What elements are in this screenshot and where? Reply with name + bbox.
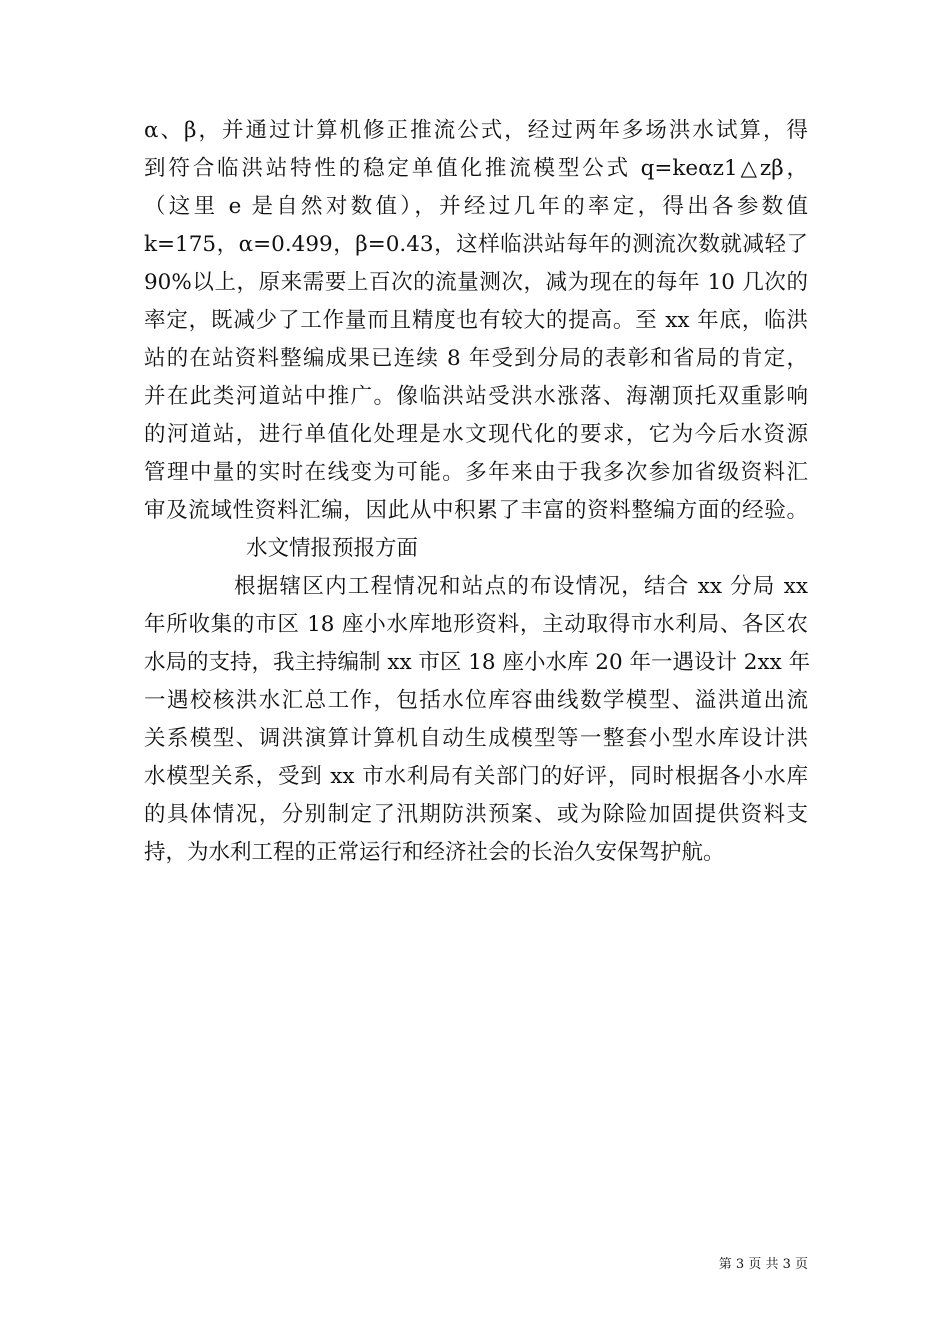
text-line: 的河道站，进行单值化处理是水文现代化的要求，它为今后水资源 (144, 422, 808, 447)
text-line: 90%以上，原来需要上百次的流量测次，减为现在的每年 10 几次的 (144, 270, 808, 295)
text-line: 并在此类河道站中推广。像临洪站受洪水涨落、海潮顶托双重影响 (144, 384, 808, 409)
text-line: 年所收集的市区 18 座小水库地形资料，主动取得市水利局、各区农 (144, 612, 808, 637)
text-line: 到符合临洪站特性的稳定单值化推流模型公式 q=keαz1△zβ， (144, 156, 808, 181)
text-line: 率定，既减少了工作量而且精度也有较大的提高。至 xx 年底，临洪 (144, 308, 808, 333)
text-line: 水模型关系，受到 xx 市水利局有关部门的好评，同时根据各小水库 (144, 764, 808, 789)
text-line: 一遇校核洪水汇总工作，包括水位库容曲线数学模型、溢洪道出流 (144, 688, 808, 713)
page-number-footer: 第 3 页 共 3 页 (718, 1257, 808, 1272)
text-line: 的具体情况，分别制定了汛期防洪预案、或为除险加固提供资料支 (144, 802, 808, 827)
text-line: 管理中量的实时在线变为可能。多年来由于我多次参加省级资料汇 (144, 460, 808, 485)
text-line: 根据辖区内工程情况和站点的布设情况，结合 xx 分局 xx (234, 574, 808, 599)
section-heading: 水文情报预报方面 (246, 536, 419, 561)
text-line: 水局的支持，我主持编制 xx 市区 18 座小水库 20 年一遇设计 2xx 年 (144, 650, 811, 675)
text-line: 站的在站资料整编成果已连续 8 年受到分局的表彰和省局的肯定， (144, 346, 808, 371)
text-line: k=175，α=0.499，β=0.43，这样临洪站每年的测流次数就减轻了 (144, 232, 808, 257)
document-body (144, 112, 811, 872)
text-line: 审及流域性资料汇编，因此从中积累了丰富的资料整编方面的经验。 (144, 498, 808, 523)
text-line: 关系模型、调洪演算计算机自动生成模型等一整套小型水库设计洪 (144, 726, 808, 751)
text-line: （这里 e 是自然对数值），并经过几年的率定，得出各参数值 (144, 194, 808, 219)
text-line: α、β，并通过计算机修正推流公式，经过两年多场洪水试算，得 (144, 118, 808, 143)
text-line: 持，为水利工程的正常运行和经济社会的长治久安保驾护航。 (144, 840, 725, 865)
